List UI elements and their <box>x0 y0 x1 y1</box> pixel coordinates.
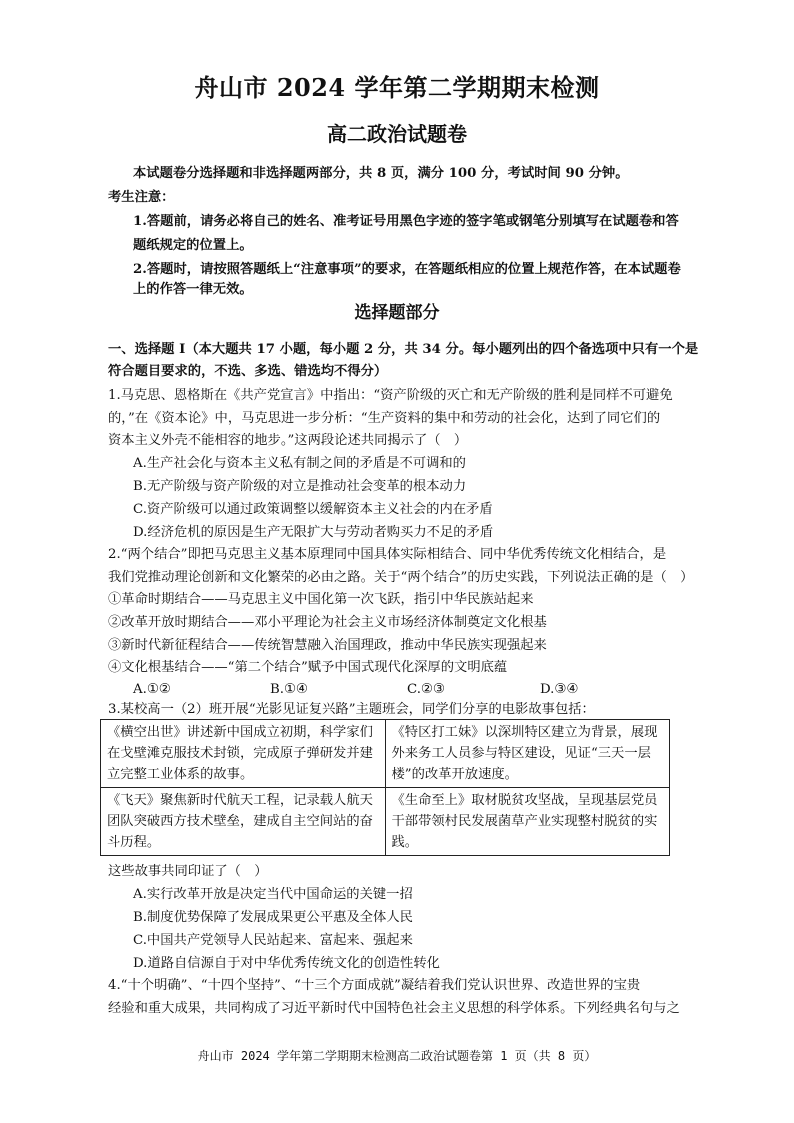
q1-stem-a: 1.马克思、恩格斯在《共产党宣言》中指出：“资产阶级的灭亡和无产阶级的胜利是同样不可避免 <box>108 388 673 403</box>
film-feitian: 《飞天》聚焦新时代航天工程，记录载人航天团队突破西方技术壁垒，建成自主空间站的奋斗历程。 <box>107 793 373 850</box>
q2-option-b: B.①④ <box>270 682 308 697</box>
q2-item-1: ①革命时期结合——马克思主义中国化第一次飞跃，指引中华民族站起来 <box>108 592 534 607</box>
note-2-line-a: 2.答题时，请按照答题纸上“注意事项”的要求，在答题纸相应的位置上规范作答，在本试题卷 <box>133 262 681 277</box>
q2-stem-a: 2.“两个结合”即把马克思主义基本原理同中国具体实际相结合、同中华优秀传统文化相结合，是 <box>108 547 667 562</box>
q2-option-c: C.②③ <box>407 682 445 697</box>
film-tequ: 《特区打工妹》以深圳特区建立为背景，展现外来务工人员参与特区建设，见证“三天一层楼”的改革开放速度。 <box>391 725 658 782</box>
q1-stem-c: 资本主义外壳不能相容的地步。”这两段论述共同揭示了（ ） <box>108 433 468 448</box>
q3-option-c: C.中国共产党领导人民站起来、富起来、强起来 <box>133 933 413 948</box>
part1-heading-b: 符合题目要求的，不选、多选、错选均不得分） <box>108 364 388 379</box>
table-cell <box>385 788 670 856</box>
q2-stem-b: 我们党推动理论创新和文化繁荣的必由之路。关于“两个结合”的历史实践，下列说法正确的是（ ） <box>108 570 694 585</box>
note-2-line-b: 上的作答一律无效。 <box>133 282 253 297</box>
q2-item-3: ③新时代新征程结合——传统智慧融入治国理政，推动中华民族实现强起来 <box>108 638 547 653</box>
q3-option-a: A.实行改革开放是决定当代中国命运的关键一招 <box>133 887 413 902</box>
q1-option-a: A.生产社会化与资本主义私有制之间的矛盾是不可调和的 <box>133 456 466 471</box>
intro-line: 本试题卷分选择题和非选择题两部分，共 8 页，满分 100 分，考试时间 90 分钟。 <box>133 166 629 181</box>
exam-subtitle: 高二政治试题卷 <box>327 122 467 146</box>
q1-stem-b: 的，”在《资本论》中，马克思进一步分析：“生产资料的集中和劳动的社会化，达到了同它们的 <box>108 411 661 426</box>
q2-item-2: ②改革开放时期结合——邓小平理论为社会主义市场经济体制奠定文化根基 <box>108 615 547 630</box>
film-hengkong: 《横空出世》讲述新中国成立初期，科学家们在戈壁滩克服技术封锁，完成原子弹研发并建立完整工业体系的故事。 <box>107 725 373 782</box>
note-1-line-b: 题纸规定的位置上。 <box>133 238 253 253</box>
q2-item-4: ④文化根基结合——“第二个结合”赋予中国式现代化深厚的文明底蕴 <box>108 660 508 675</box>
notice-label: 考生注意： <box>108 190 175 205</box>
note-1-line-a: 1.答题前，请务必将自己的姓名、准考证号用黑色字迹的签字笔或钢笔分别填写在试题卷和答 <box>133 214 679 229</box>
film-shengming: 《生命至上》取材脱贫攻坚战，呈现基层党员干部带领村民发展菌草产业实现整村脱贫的实践。 <box>391 793 658 850</box>
q4-stem-a: 4.“十个明确”、“十四个坚持”、“十三个方面成就”凝结着我们党认识世界、改造世界的宝贵 <box>108 978 641 993</box>
table-row <box>101 720 670 788</box>
q1-option-c: C.资产阶级可以通过政策调整以缓解资本主义社会的内在矛盾 <box>133 502 493 517</box>
table-cell <box>101 720 386 788</box>
q3-stem: 3.某校高一（2）班开展“光影见证复兴路”主题班会，同学们分享的电影故事包括： <box>108 702 595 717</box>
q1-option-b: B.无产阶级与资产阶级的对立是推动社会变革的根本动力 <box>133 479 467 494</box>
film-table <box>100 719 670 856</box>
page-footer: 舟山市 2024 学年第二学期期末检测高二政治试题卷第 1 页（共 8 页） <box>197 1049 597 1063</box>
q2-option-a: A.①② <box>133 682 171 697</box>
table-row <box>101 788 670 856</box>
part1-heading-a: 一、选择题 I（本大题共 17 小题，每小题 2 分，共 34 分。每小题列出的四个备选项中只有一个是 <box>108 342 699 357</box>
q1-option-d: D.经济危机的原因是生产无限扩大与劳动者购买力不足的矛盾 <box>133 525 494 540</box>
table-cell <box>385 720 670 788</box>
q3-question: 这些故事共同印证了（ ） <box>108 864 268 879</box>
section-title: 选择题部分 <box>354 303 440 323</box>
table-cell <box>101 788 386 856</box>
q3-option-b: B.制度优势保障了发展成果更公平惠及全体人民 <box>133 910 413 925</box>
exam-title: 舟山市 2024 学年第二学期期末检测 <box>194 73 600 102</box>
q3-option-d: D.道路自信源自于对中华优秀传统文化的创造性转化 <box>133 956 440 971</box>
q2-option-d: D.③④ <box>540 682 579 697</box>
q4-stem-b: 经验和重大成果，共同构成了习近平新时代中国特色社会主义思想的科学体系。下列经典名句与之 <box>108 1001 680 1016</box>
